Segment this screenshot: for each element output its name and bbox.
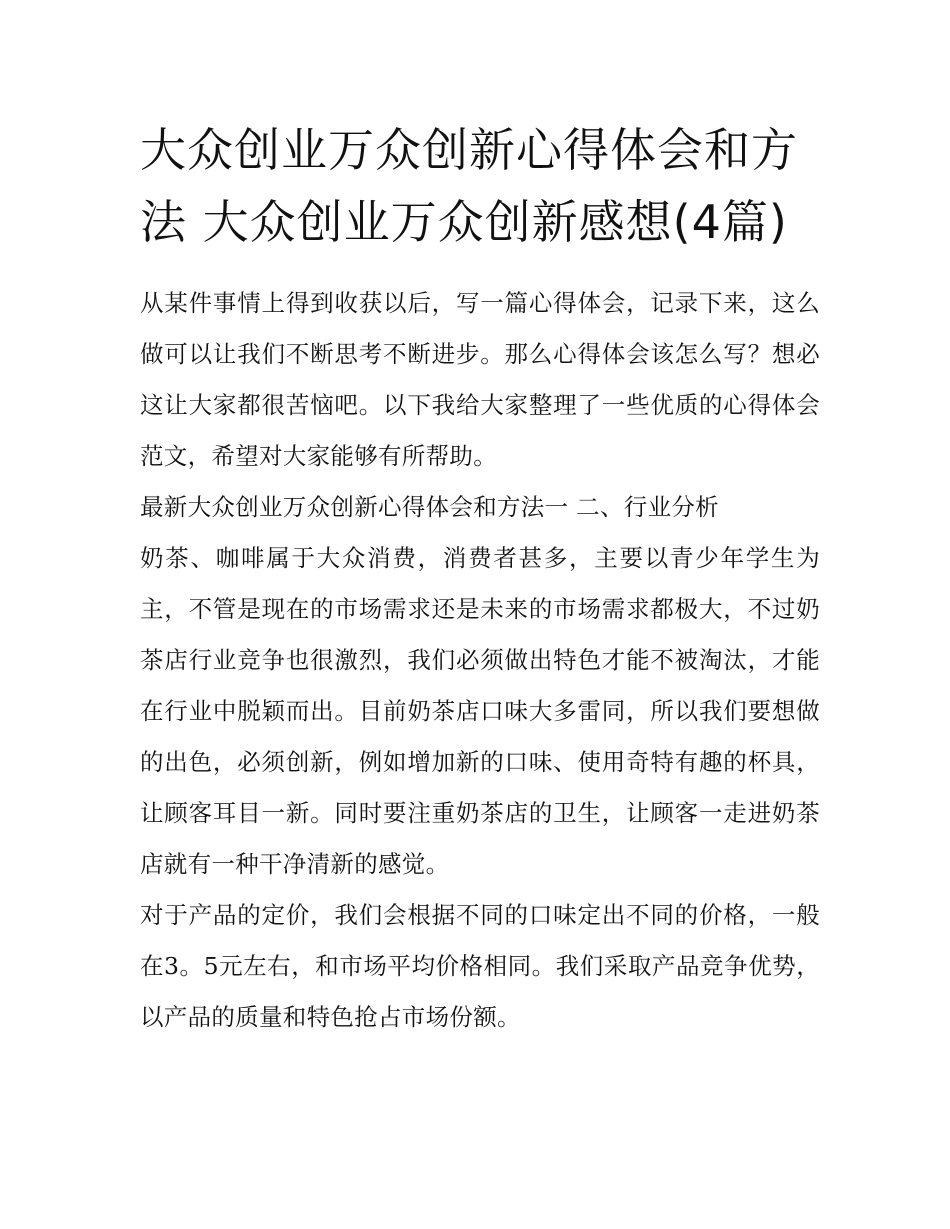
industry-analysis-paragraph: 奶茶、咖啡属于大众消费，消费者甚多，主要以青少年学生为主，不管是现在的市场需求还是未来的市场需求都极大，不过奶茶店行业竞争也很激烈，我们必须做出特色才能不被淘汰，才能在行业中脱颖而出。目前奶茶店口味大多雷同，所以我们要想做的出色，必须创新，例如增加新的口味、使用奇特有趣的杯具，让顾客耳目一新。同时要注重奶茶店的卫生，让顾客一走进奶茶店就有一种干净清新的感觉。 xyxy=(140,544,820,878)
intro-paragraph: 从某件事情上得到收获以后，写一篇心得体会，记录下来，这么做可以让我们不断思考不断进步。那么心得体会该怎么写？想必这让大家都很苦恼吧。以下我给大家整理了一些优质的心得体会范文，希望对大家能够有所帮助。 xyxy=(140,289,820,470)
document-title: 大众创业万众创新心得体会和方法 大众创业万众创新感想(4篇) xyxy=(140,123,798,249)
pricing-paragraph: 对于产品的定价，我们会根据不同的口味定出不同的价格，一般在3。5元左右，和市场平均价格相同。我们采取产品竞争优势，以产品的质量和特色抢占市场份额。 xyxy=(140,901,820,1031)
document-page xyxy=(140,0,820,1043)
document-body xyxy=(140,278,820,1043)
section-heading: 最新大众创业万众创新心得体会和方法一 二、行业分析 xyxy=(140,493,719,521)
